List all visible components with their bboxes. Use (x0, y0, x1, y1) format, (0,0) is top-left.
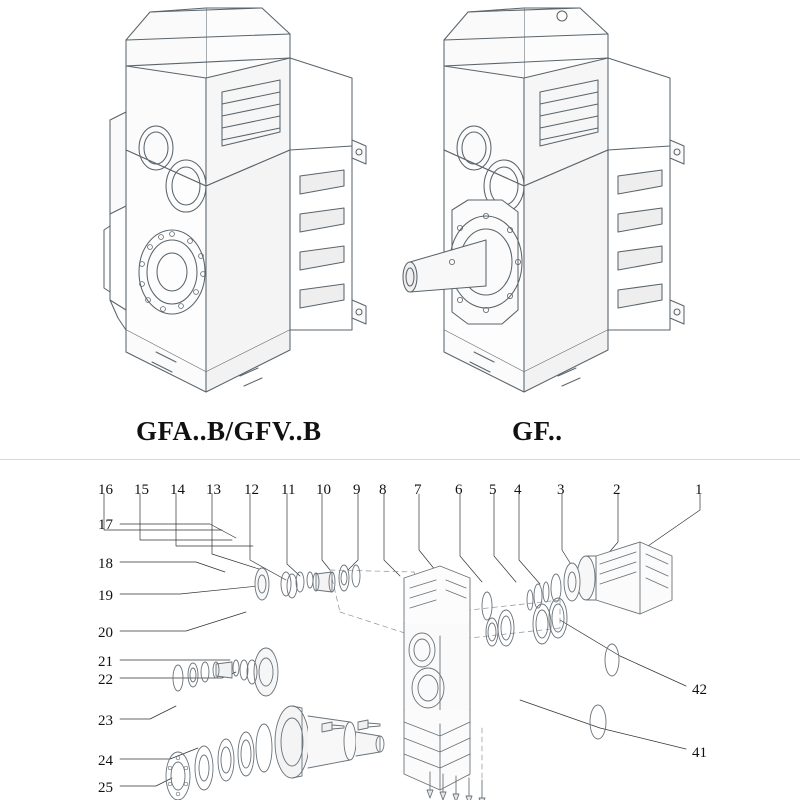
part-label-14: 14 (170, 482, 185, 498)
part-label-4: 4 (514, 482, 522, 498)
part-label-6: 6 (455, 482, 463, 498)
gearbox-gfab-gfvb-drawing (0, 0, 400, 410)
part-label-23: 23 (98, 713, 113, 729)
part-label-15: 15 (134, 482, 149, 498)
part-label-21: 21 (98, 654, 113, 670)
part-label-12: 12 (244, 482, 259, 498)
caption-gfab-gfvb: GFA..B/GFV..B (136, 416, 322, 446)
caption-gf: GF.. (512, 416, 563, 446)
part-label-9: 9 (353, 482, 361, 498)
part-label-42: 42 (692, 682, 707, 698)
part-label-22: 22 (98, 672, 113, 688)
part-label-20: 20 (98, 625, 113, 641)
part-label-16: 16 (98, 482, 113, 498)
gearbox-gf-drawing (390, 0, 790, 410)
part-label-24: 24 (98, 753, 113, 769)
part-label-8: 8 (379, 482, 387, 498)
part-label-18: 18 (98, 556, 113, 572)
part-label-11: 11 (281, 482, 296, 498)
part-label-17: 17 (98, 517, 113, 533)
exploded-parts-drawing (0, 460, 800, 800)
part-label-3: 3 (557, 482, 565, 498)
part-label-10: 10 (316, 482, 331, 498)
part-label-19: 19 (98, 588, 113, 604)
part-label-13: 13 (206, 482, 221, 498)
part-label-2: 2 (613, 482, 621, 498)
part-label-1: 1 (695, 482, 703, 498)
part-label-7: 7 (414, 482, 422, 498)
exploded-view-section (0, 460, 800, 800)
part-label-41: 41 (692, 745, 707, 761)
part-label-5: 5 (489, 482, 497, 498)
part-label-25: 25 (98, 780, 113, 796)
